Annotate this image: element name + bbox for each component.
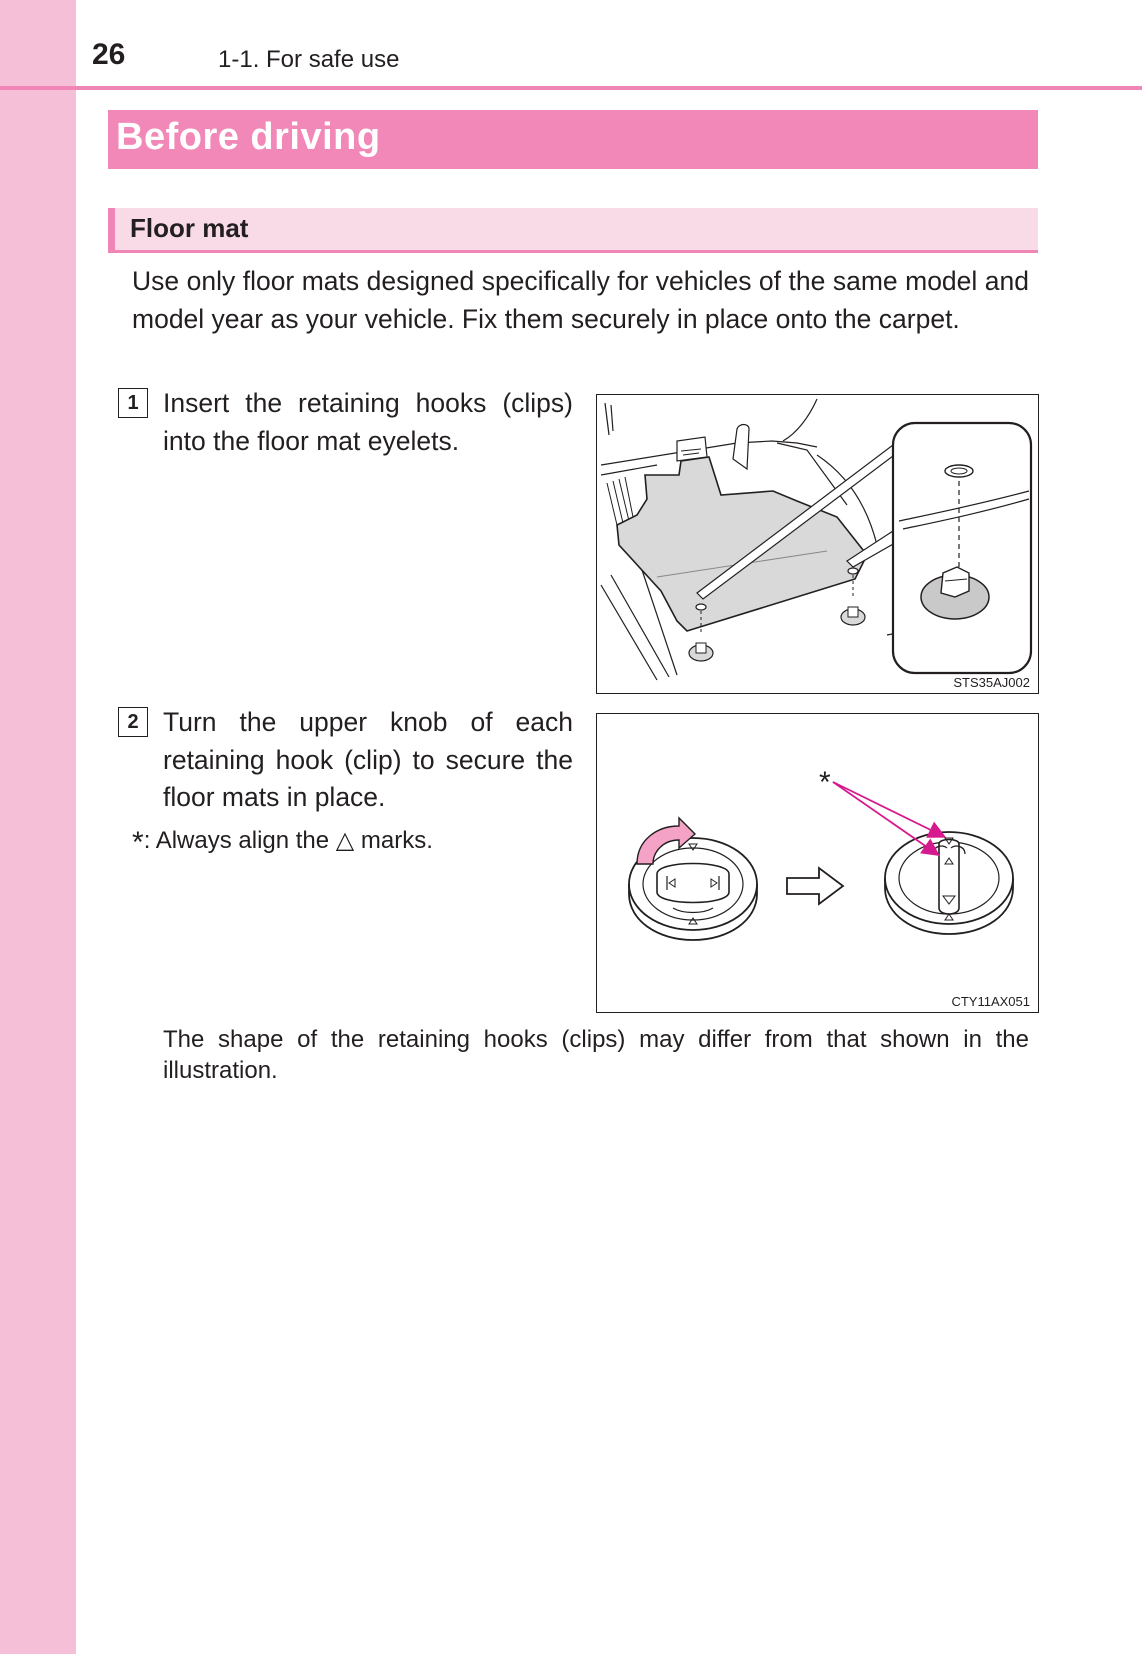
intro-paragraph: Use only floor mats designed specifically for vehicles of the same model and model year as your vehicle. Fix them securely in place onto the carpet. bbox=[132, 266, 1029, 334]
step-2-number: 2 bbox=[118, 707, 148, 737]
triangle-mark-icon: △ bbox=[335, 827, 355, 854]
clip-before-icon bbox=[629, 818, 757, 940]
note-asterisk: * bbox=[132, 826, 144, 859]
turn-knob-illustration bbox=[597, 714, 1038, 1012]
figure-turn-knob bbox=[596, 713, 1039, 1013]
subsection-title: Floor mat bbox=[130, 213, 249, 243]
title-banner bbox=[108, 110, 1038, 169]
footer-note: The shape of the retaining hooks (clips) may differ from that shown in the illustration. bbox=[163, 1026, 1029, 1084]
step-2-text: Turn the upper knob of each retaining hook (clip) to secure the floor mats in place. bbox=[163, 707, 573, 812]
align-arrow-lower bbox=[833, 782, 937, 854]
step-1-text: Insert the retaining hooks (clips) into the floor mat eyelets. bbox=[163, 388, 573, 456]
figure-asterisk: * bbox=[819, 766, 831, 799]
figure-code: CTY11AX051 bbox=[951, 994, 1030, 1009]
floor-mat-illustration bbox=[597, 395, 1038, 693]
figure-floor-mat-hooks bbox=[596, 394, 1039, 694]
left-margin-strip bbox=[0, 0, 76, 1654]
subsection-banner bbox=[108, 208, 1038, 253]
step-1-number: 1 bbox=[118, 388, 148, 418]
note-text-start: : Always align the bbox=[143, 827, 336, 854]
clip-after-icon bbox=[885, 832, 1013, 934]
page-number: 26 bbox=[92, 38, 126, 71]
floor-mat-shape bbox=[617, 457, 867, 631]
page-title: Before driving bbox=[116, 116, 381, 158]
alignment-note bbox=[132, 826, 433, 860]
hook-zoom-inset bbox=[893, 423, 1031, 673]
align-arrow-upper bbox=[833, 782, 943, 836]
header-rule bbox=[0, 86, 1142, 90]
figure-code: STS35AJ002 bbox=[953, 675, 1030, 690]
section-breadcrumb: 1-1. For safe use bbox=[218, 46, 400, 73]
right-arrow-icon bbox=[787, 868, 843, 904]
rotate-arrow-icon bbox=[637, 818, 695, 864]
note-text-end: marks. bbox=[354, 827, 433, 854]
subsection-accent-bar bbox=[108, 208, 115, 253]
